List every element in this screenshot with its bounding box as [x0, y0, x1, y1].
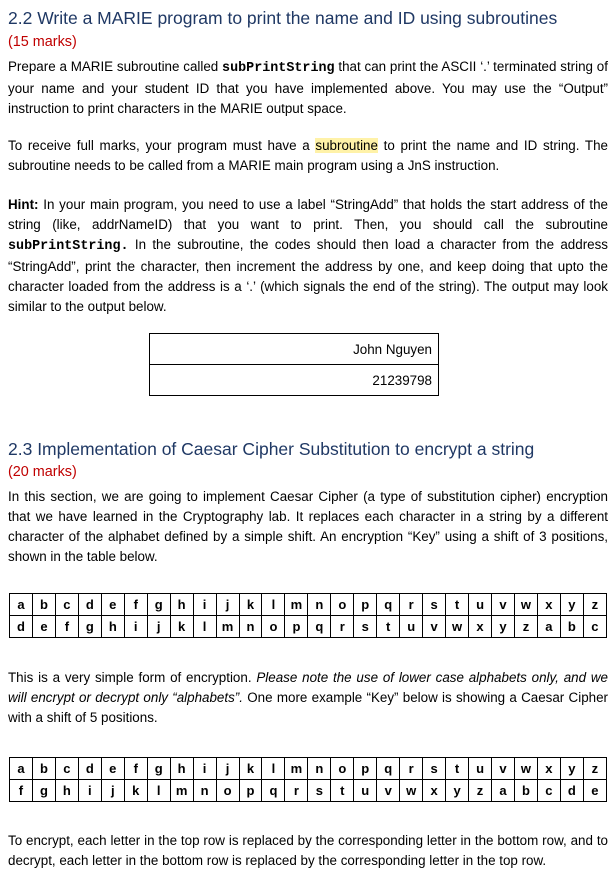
- hint-code: subPrintString.: [8, 239, 129, 255]
- cipher-cell: v: [492, 758, 515, 780]
- cipher-cell: l: [193, 616, 216, 638]
- cipher-cell: p: [239, 780, 262, 802]
- cipher-cell: n: [308, 758, 331, 780]
- subroutine-name-code: subPrintString: [222, 61, 335, 76]
- cipher-cell: q: [262, 780, 285, 802]
- cipher-cell: f: [55, 616, 78, 638]
- cipher-cell: e: [101, 594, 124, 616]
- cipher-cell: t: [377, 616, 400, 638]
- cipher-cell: k: [124, 780, 147, 802]
- cipher-cell: o: [216, 780, 239, 802]
- note-italic-text: Please note the use of lower case alphabets only, and we will encrypt or decrypt only “alphabets”.: [8, 670, 608, 706]
- cipher-cell: v: [423, 616, 446, 638]
- cipher-cell: z: [583, 758, 606, 780]
- cipher-cell: b: [32, 594, 55, 616]
- cipher-cell: q: [377, 758, 400, 780]
- cipher-cell: a: [537, 616, 560, 638]
- cipher-cell: y: [560, 758, 583, 780]
- cipher-cell: m: [285, 758, 308, 780]
- cipher-cell: h: [101, 616, 124, 638]
- cipher-cell: r: [400, 758, 423, 780]
- cipher-cell: x: [423, 780, 446, 802]
- requirement-text: To receive full marks, your program must have a: [8, 138, 316, 153]
- cipher-cell: w: [514, 594, 537, 616]
- cipher-cell: s: [308, 780, 331, 802]
- section-2-3-marks: (20 marks): [8, 464, 77, 480]
- cipher-cell: o: [331, 758, 354, 780]
- cipher-cell: z: [469, 780, 492, 802]
- cipher-cell: s: [354, 616, 377, 638]
- cipher-cell: n: [193, 780, 216, 802]
- cipher-cell: b: [514, 780, 537, 802]
- cipher-cell: c: [537, 780, 560, 802]
- cipher-cell: z: [514, 616, 537, 638]
- cipher-cell: d: [10, 616, 33, 638]
- cipher-plain-row: [10, 594, 607, 616]
- cipher-cell: v: [377, 780, 400, 802]
- cipher-cell: d: [78, 758, 101, 780]
- cipher-cell: r: [285, 780, 308, 802]
- cipher-cell: t: [446, 758, 469, 780]
- cipher-cell: o: [331, 594, 354, 616]
- cipher-table-shift-5: [9, 757, 607, 802]
- section-2-2-heading: 2.2 Write a MARIE program to print the name and ID using subroutines: [8, 8, 558, 28]
- cipher-cell: c: [55, 758, 78, 780]
- cipher-cell: f: [124, 758, 147, 780]
- cipher-cell: g: [147, 758, 170, 780]
- cipher-cell: i: [193, 594, 216, 616]
- hint-text: In your main program, you need to use a label “StringAdd” that holds the start address of the string (like, addrNameID) that you want to print. Then, you should call the subroutine: [8, 197, 608, 233]
- cipher-cell: k: [239, 594, 262, 616]
- cipher-cell: j: [216, 758, 239, 780]
- cipher-cell: p: [354, 758, 377, 780]
- cipher-cell: m: [216, 616, 239, 638]
- cipher-plain-row: [10, 758, 607, 780]
- cipher-cell: j: [147, 616, 170, 638]
- cipher-cell: x: [537, 758, 560, 780]
- cipher-cell: q: [377, 594, 400, 616]
- cipher-cell: j: [101, 780, 124, 802]
- caesar-intro-paragraph: In this section, we are going to implement Caesar Cipher (a type of substitution cipher) encryption that we have learned in the Cryptography lab. It replaces each character in a string by a different character of the alphabet defined by a simple shift. An encryption “Key” using a shift of 3 positions, shown in the table below.: [8, 489, 608, 565]
- cipher-cell: y: [492, 616, 515, 638]
- cipher-cell: s: [423, 758, 446, 780]
- cipher-cell: m: [285, 594, 308, 616]
- output-line-id: 21239798: [150, 365, 439, 396]
- cipher-cell: i: [193, 758, 216, 780]
- note-text-cont: One more example “Key” below is showing a Caesar Cipher with a shift of 5 positions.: [8, 690, 608, 726]
- cipher-cell: u: [354, 780, 377, 802]
- cipher-cell: x: [537, 594, 560, 616]
- hint-text-cont: In the subroutine, the codes should then load a character from the address “StringAdd”, print the character, then increment the address by one, and keep doing that upto the character loaded from the address is a ‘.’ (which signals the end of the string). The output may look similar to the output below.: [8, 237, 608, 315]
- cipher-cell: t: [331, 780, 354, 802]
- cipher-encrypted-row: [10, 780, 607, 802]
- cipher-cell: a: [10, 758, 33, 780]
- cipher-cell: u: [469, 758, 492, 780]
- encryption-note-paragraph: [8, 668, 608, 728]
- note-text: This is a very simple form of encryption.: [8, 670, 257, 685]
- cipher-cell: h: [170, 594, 193, 616]
- sample-output-box: [149, 333, 439, 396]
- cipher-cell: b: [560, 616, 583, 638]
- cipher-cell: c: [583, 616, 606, 638]
- cipher-cell: q: [308, 616, 331, 638]
- cipher-cell: l: [147, 780, 170, 802]
- cipher-cell: u: [469, 594, 492, 616]
- cipher-cell: c: [55, 594, 78, 616]
- cipher-cell: a: [492, 780, 515, 802]
- cipher-cell: e: [32, 616, 55, 638]
- cipher-cell: h: [170, 758, 193, 780]
- section-2-3-heading: 2.3 Implementation of Caesar Cipher Substitution to encrypt a string: [8, 439, 535, 459]
- cipher-table-shift-3: [9, 593, 607, 638]
- cipher-cell: j: [216, 594, 239, 616]
- cipher-cell: t: [446, 594, 469, 616]
- cipher-cell: v: [492, 594, 515, 616]
- cipher-cell: b: [32, 758, 55, 780]
- hint-label: Hint:: [8, 197, 39, 212]
- highlighted-word: subroutine: [315, 138, 378, 153]
- encrypt-decrypt-paragraph: To encrypt, each letter in the top row is replaced by the corresponding letter in the bottom row, and to decrypt, each letter in the bottom row is replaced by the corresponding letter in the top row.: [8, 833, 608, 869]
- cipher-cell: w: [400, 780, 423, 802]
- cipher-cell: n: [239, 616, 262, 638]
- cipher-cell: z: [583, 594, 606, 616]
- cipher-cell: p: [285, 616, 308, 638]
- cipher-cell: f: [10, 780, 33, 802]
- cipher-cell: x: [469, 616, 492, 638]
- cipher-cell: i: [124, 616, 147, 638]
- cipher-cell: a: [10, 594, 33, 616]
- requirement-paragraph: [8, 136, 608, 176]
- cipher-cell: w: [446, 616, 469, 638]
- hint-paragraph: [8, 195, 608, 318]
- cipher-cell: g: [32, 780, 55, 802]
- intro-text: Prepare a MARIE subroutine called: [8, 59, 223, 74]
- output-line-name: John Nguyen: [150, 334, 439, 365]
- cipher-cell: d: [560, 780, 583, 802]
- cipher-cell: k: [170, 616, 193, 638]
- cipher-cell: m: [170, 780, 193, 802]
- requirement-text-cont: to print the name and ID string. The subroutine needs to be called from a MARIE main program using a JnS instruction.: [8, 138, 608, 174]
- cipher-cell: k: [239, 758, 262, 780]
- cipher-cell: w: [514, 758, 537, 780]
- cipher-cell: f: [124, 594, 147, 616]
- cipher-cell: r: [331, 616, 354, 638]
- cipher-cell: r: [400, 594, 423, 616]
- cipher-cell: g: [147, 594, 170, 616]
- section-2-2-intro-paragraph: [8, 57, 608, 119]
- cipher-cell: n: [308, 594, 331, 616]
- cipher-cell: l: [262, 594, 285, 616]
- cipher-cell: s: [423, 594, 446, 616]
- section-2-2-marks: (15 marks): [8, 34, 77, 50]
- cipher-cell: u: [400, 616, 423, 638]
- cipher-encrypted-row: [10, 616, 607, 638]
- cipher-cell: o: [262, 616, 285, 638]
- cipher-cell: i: [78, 780, 101, 802]
- cipher-cell: e: [583, 780, 606, 802]
- intro-text-cont: that can print the ASCII ‘.’ terminated string of your name and your student ID that you have implemented above. You may use the “Output” instruction to print characters in the MARIE output space.: [8, 59, 608, 117]
- cipher-cell: p: [354, 594, 377, 616]
- cipher-cell: y: [446, 780, 469, 802]
- cipher-cell: d: [78, 594, 101, 616]
- cipher-cell: h: [55, 780, 78, 802]
- cipher-cell: y: [560, 594, 583, 616]
- cipher-cell: e: [101, 758, 124, 780]
- cipher-cell: g: [78, 616, 101, 638]
- cipher-cell: l: [262, 758, 285, 780]
